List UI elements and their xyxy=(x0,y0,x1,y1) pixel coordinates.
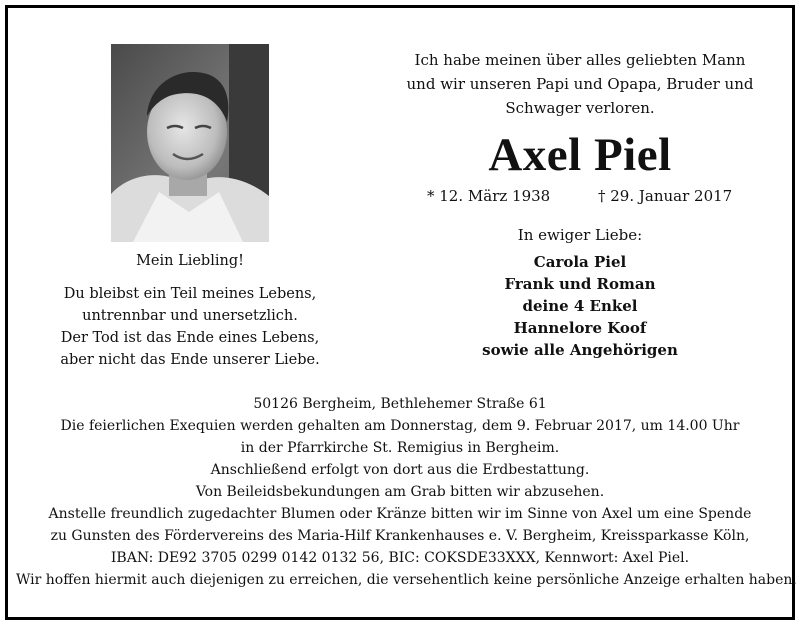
mourner-name: deine 4 Enkel xyxy=(522,297,638,315)
detail-line: Die feierlichen Exequien werden gehalten am Donnerstag, dem 9. Februar 2017, um 14.00 Uhr xyxy=(60,418,740,434)
death-date: † 29. Januar 2017 xyxy=(598,187,733,205)
portrait-photo xyxy=(111,44,269,242)
closing-line: Wir hoffen hiermit auch diejenigen zu erreichen, die versehentlich keine persönliche Anzeige erhalten haben. xyxy=(16,572,797,588)
portrait-image xyxy=(111,44,269,242)
verse-line: Der Tod ist das Ende eines Lebens, xyxy=(60,330,320,346)
birth-date: * 12. März 1938 xyxy=(427,187,551,205)
mourner-name: sowie alle Angehörigen xyxy=(482,341,678,359)
mourner-name: Hannelore Koof xyxy=(513,319,647,337)
intro-text xyxy=(400,48,760,120)
verse-line: untrennbar und unersetzlich. xyxy=(82,308,298,324)
deceased-name: Axel Piel xyxy=(488,129,672,181)
intro-line: Ich habe meinen über alles geliebten Mann xyxy=(414,51,746,69)
bank-details-line: IBAN: DE92 3705 0299 0142 0132 56, BIC: COKSDE33XXX, Kennwort: Axel Piel. xyxy=(110,550,690,566)
verse-line: Du bleibst ein Teil meines Lebens, xyxy=(63,286,317,302)
verse-heading: Mein Liebling! xyxy=(136,253,244,269)
left-verse-block xyxy=(40,250,340,371)
mourners-intro: In ewiger Liebe: xyxy=(517,226,643,244)
intro-line: Schwager verloren. xyxy=(505,99,655,117)
address-line: 50126 Bergheim, Bethlehemer Straße 61 xyxy=(253,396,547,412)
detail-line: Anschließend erfolgt von dort aus die Erdbestattung. xyxy=(210,462,590,478)
mourners-list xyxy=(400,251,760,361)
funeral-details xyxy=(16,393,797,591)
detail-line: in der Pfarrkirche St. Remigius in Bergheim. xyxy=(240,440,560,456)
mourner-name: Carola Piel xyxy=(533,253,627,271)
donation-line: zu Gunsten des Fördervereins des Maria-Hilf Krankenhauses e. V. Bergheim, Kreissparkasse Köln, xyxy=(50,528,750,544)
verse-line: aber nicht das Ende unserer Liebe. xyxy=(60,352,320,368)
mourner-name: Frank und Roman xyxy=(504,275,656,293)
intro-line: und wir unseren Papi und Opapa, Bruder und xyxy=(406,75,754,93)
detail-line: Von Beileidsbekundungen am Grab bitten wir abzusehen. xyxy=(195,484,605,500)
donation-line: Anstelle freundlich zugedachter Blumen oder Kränze bitten wir im Sinne von Axel um eine Spende xyxy=(48,506,752,522)
